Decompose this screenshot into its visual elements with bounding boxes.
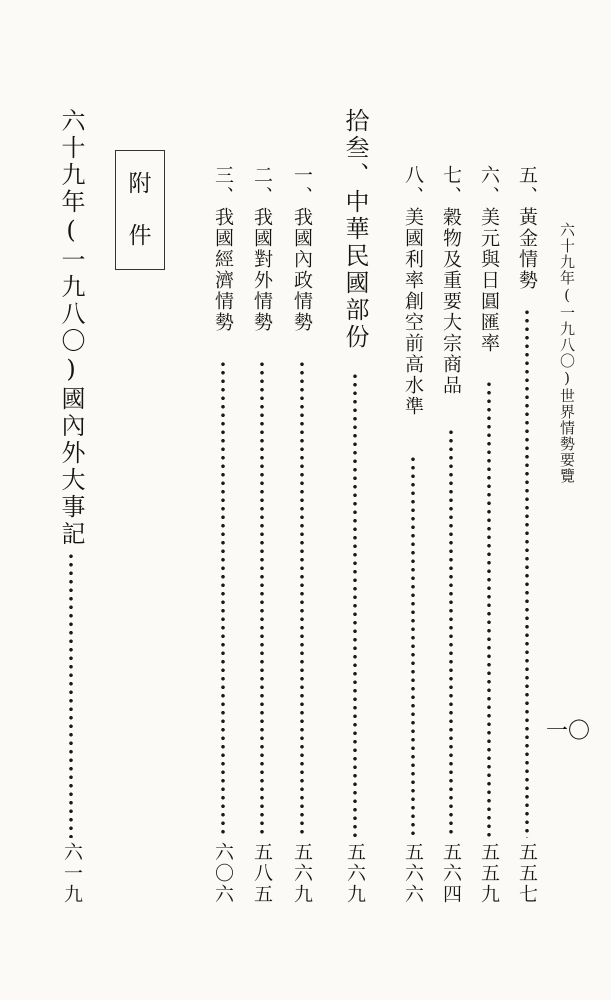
leader-dots	[220, 360, 226, 838]
toc-entry-interest-rate: 八、美國利率創空前高水準	[402, 165, 424, 417]
leader-dots	[486, 380, 492, 838]
toc-subentry-foreign-page: 五八五	[251, 842, 273, 905]
toc-entry-gold-page: 五五七	[516, 842, 538, 905]
toc-entry-commodities: 七、穀物及重要大宗商品	[440, 165, 462, 396]
running-title: 六十九年(一九八〇)世界情勢要覽	[558, 222, 576, 484]
toc-entry-commodities-page: 五六四	[440, 842, 462, 905]
toc-entry-gold: 五、黃金情勢	[516, 165, 538, 291]
toc-subentry-economy-page: 六〇六	[212, 842, 234, 905]
toc-appendix-chronology: 六十九年(一九八〇)國內外大事記	[57, 108, 85, 548]
toc-appendix-chronology-page: 六一九	[61, 842, 83, 905]
toc-subentry-domestic: 一、我國內政情勢	[291, 165, 313, 333]
toc-section-roc-page: 五六九	[344, 842, 366, 905]
leader-dots	[68, 552, 74, 838]
toc-subentry-domestic-page: 五六九	[291, 842, 313, 905]
page-number: 一〇	[546, 719, 591, 744]
toc-entry-exchange-rate: 六、美元與日圓匯率	[478, 165, 500, 354]
toc-entry-interest-rate-page: 五六六	[402, 842, 424, 905]
leader-dots	[410, 455, 416, 838]
leader-dots	[259, 360, 265, 838]
toc-section-roc: 拾叁、中華民國部份	[341, 108, 369, 351]
toc-subentry-foreign: 二、我國對外情勢	[251, 165, 273, 333]
leader-dots	[352, 372, 358, 838]
leader-dots	[524, 308, 530, 838]
appendix-label-char: 件	[128, 223, 152, 249]
appendix-label-char: 附	[128, 171, 152, 197]
appendix-label-box	[115, 150, 165, 270]
toc-subentry-economy: 三、我國經濟情勢	[212, 165, 234, 333]
toc-entry-exchange-rate-page: 五五九	[478, 842, 500, 905]
leader-dots	[448, 428, 454, 838]
leader-dots	[299, 360, 305, 838]
